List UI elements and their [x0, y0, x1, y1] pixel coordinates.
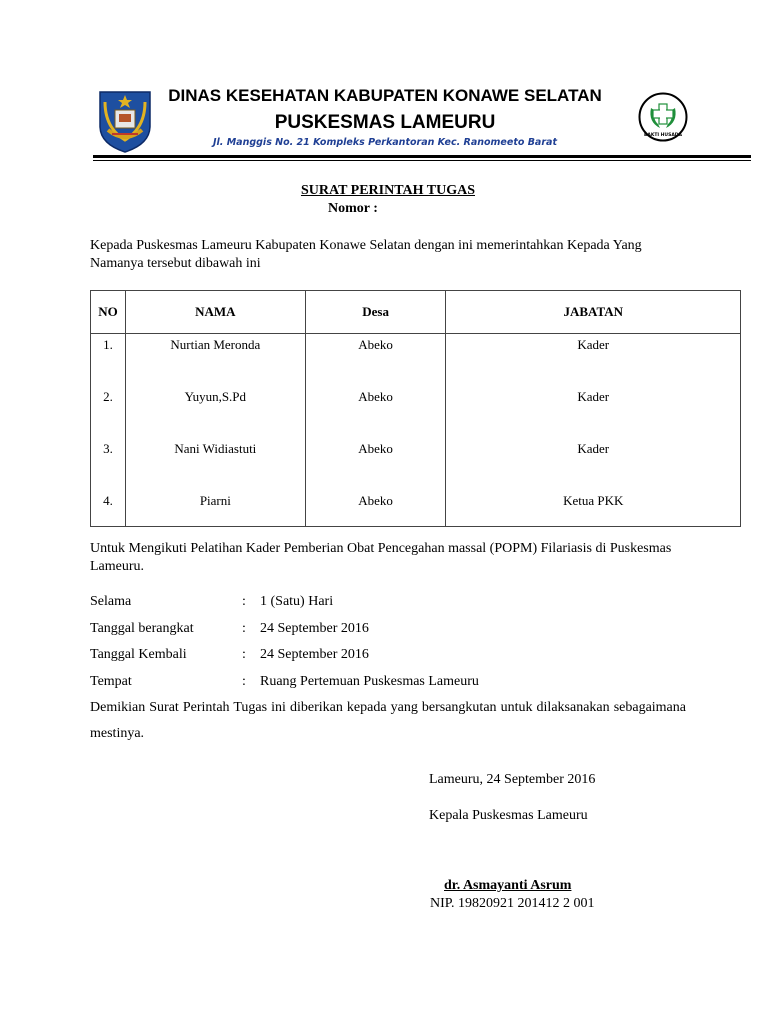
table-row	[91, 386, 741, 438]
detail-label: Tempat	[90, 674, 132, 689]
cell-no: 4.	[91, 490, 126, 527]
header-no: NO	[91, 291, 126, 334]
cell-nama: Nurtian Meronda	[125, 334, 305, 387]
letterhead-rule-thin	[93, 160, 751, 161]
detail-colon: :	[242, 647, 246, 662]
purpose-paragraph: Untuk Mengikuti Pelatihan Kader Pemberian Obat Pencegahan massal (POPM) Filariasis di Puskesmas Lameuru.	[90, 541, 672, 574]
detail-colon: :	[242, 594, 246, 609]
detail-value: 24 September 2016	[260, 647, 369, 662]
cell-desa: Abeko	[305, 438, 446, 490]
detail-colon: :	[242, 674, 246, 689]
cell-jabatan: Ketua PKK	[446, 490, 741, 527]
signatory-name: dr. Asmayanti Asrum	[444, 878, 572, 893]
org-address: Jl. Manggis No. 21 Kompleks Perkantoran Kec. Ranomeeto Barat	[213, 137, 557, 148]
detail-value: 1 (Satu) Hari	[260, 594, 334, 609]
detail-value: Ruang Pertemuan Puskesmas Lameuru	[260, 674, 479, 689]
assignee-table	[90, 290, 741, 527]
header-jabatan: JABATAN	[446, 291, 741, 334]
detail-colon: :	[242, 621, 246, 636]
org-line-2: PUSKESMAS LAMEURU	[274, 112, 496, 133]
cell-jabatan: Kader	[446, 386, 741, 438]
letterhead-rule-thick	[93, 155, 751, 158]
header-nama: NAMA	[125, 291, 305, 334]
document-number-label: Nomor :	[328, 201, 378, 216]
org-line-1: DINAS KESEHATAN KABUPATEN KONAWE SELATAN	[168, 86, 602, 105]
cell-nama: Nani Widiastuti	[125, 438, 305, 490]
detail-label: Tanggal Kembali	[90, 647, 187, 662]
intro-paragraph: Kepada Puskesmas Lameuru Kabupaten Konawe Selatan dengan ini memerintahkan Kepada Yang Namanya tersebut dibawah ini	[90, 238, 642, 271]
table-row	[91, 334, 741, 387]
detail-value: 24 September 2016	[260, 621, 369, 636]
cell-nama: Piarni	[125, 490, 305, 527]
signature-place-date: Lameuru, 24 September 2016	[429, 772, 596, 787]
table-row	[91, 490, 741, 527]
cell-no: 1.	[91, 334, 126, 387]
cell-no: 2.	[91, 386, 126, 438]
bakti-husada-logo-text: BAKTI HUSADA	[643, 133, 683, 138]
table-row	[91, 438, 741, 490]
cell-jabatan: Kader	[446, 334, 741, 387]
closing-paragraph: Demikian Surat Perintah Tugas ini diberikan kepada yang bersangkutan untuk dilaksanakan sebagaimana mestinya.	[90, 700, 686, 741]
header-desa: Desa	[305, 291, 446, 334]
cell-nama: Yuyun,S.Pd	[125, 386, 305, 438]
cell-desa: Abeko	[305, 334, 446, 387]
regency-emblem-icon	[96, 88, 154, 154]
cell-desa: Abeko	[305, 386, 446, 438]
detail-label: Selama	[90, 594, 132, 609]
bakti-husada-logo-icon	[638, 92, 688, 142]
cell-jabatan: Kader	[446, 438, 741, 490]
signatory-nip: NIP. 19820921 201412 2 001	[430, 896, 595, 911]
detail-label: Tanggal berangkat	[90, 621, 194, 636]
cell-no: 3.	[91, 438, 126, 490]
cell-desa: Abeko	[305, 490, 446, 527]
signature-position: Kepala Puskesmas Lameuru	[429, 808, 588, 823]
document-title: SURAT PERINTAH TUGAS	[300, 183, 475, 198]
table-header-row	[91, 291, 741, 334]
